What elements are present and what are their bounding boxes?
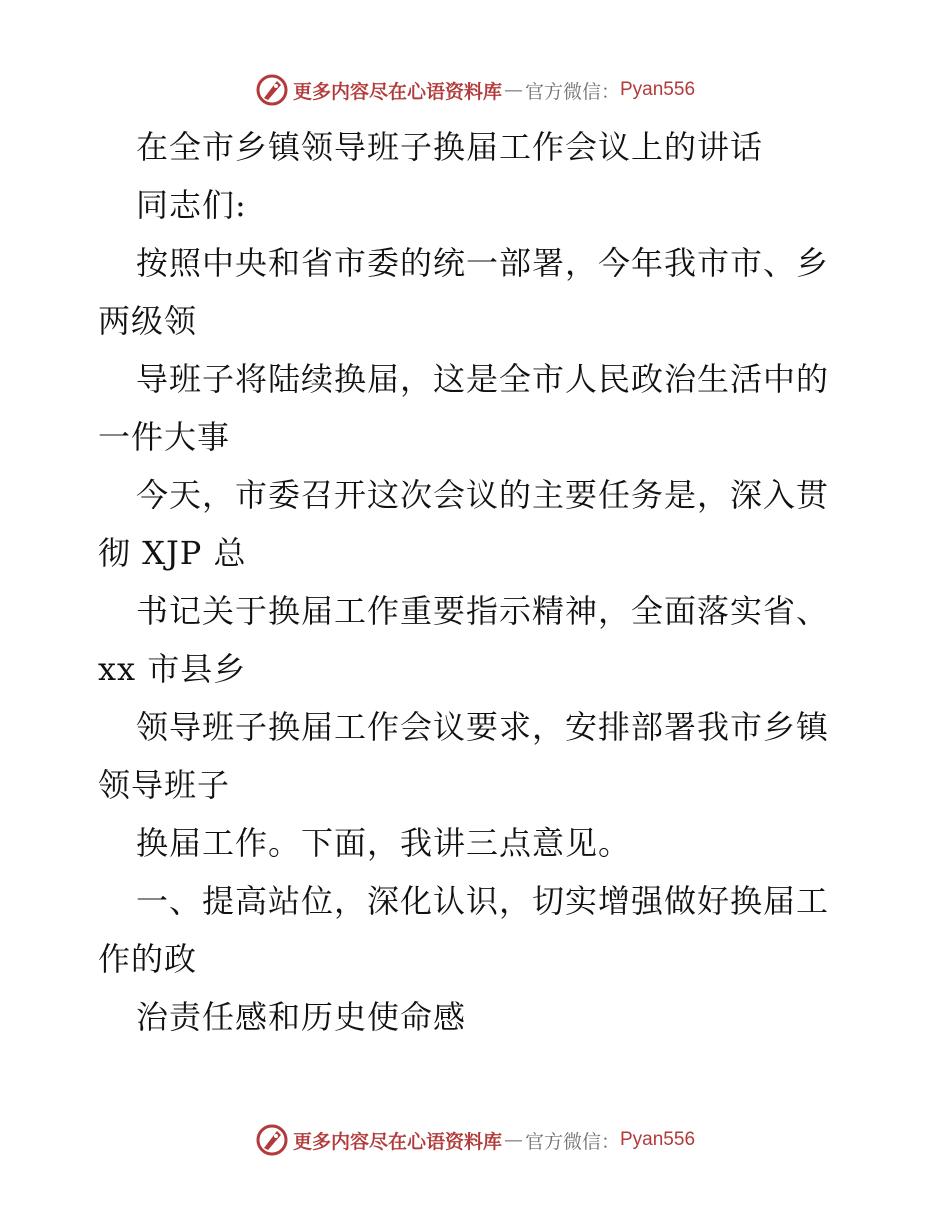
- banner-dash: —: [503, 79, 523, 101]
- footer-banner: [0, 1120, 950, 1160]
- banner-site-text: 更多内容尽在心语资料库: [292, 80, 502, 103]
- banner-wechat-id: Pyan556: [620, 79, 696, 100]
- doc-line: 彻 XJP 总: [98, 534, 247, 572]
- doc-line: 今天，市委召开这次会议的主要任务是，深入贯: [136, 476, 830, 514]
- doc-line: 换届工作。下面，我讲三点意见。: [136, 824, 632, 862]
- doc-line: 作的政: [98, 940, 198, 978]
- doc-line: 一、提高站位，深化认识，切实增强做好换届工: [136, 882, 830, 920]
- doc-line: 领导班子换届工作会议要求，安排部署我市乡镇: [136, 708, 830, 746]
- doc-line: xx 市县乡: [98, 650, 247, 688]
- doc-line: 在全市乡镇领导班子换届工作会议上的讲话: [136, 128, 764, 166]
- doc-line: 导班子将陆续换届，这是全市人民政治生活中的: [136, 360, 830, 398]
- doc-line: 治责任感和历史使命感: [136, 998, 467, 1036]
- doc-line: 一件大事: [98, 418, 231, 456]
- doc-line: 按照中央和省市委的统一部署，今年我市市、乡: [136, 244, 830, 282]
- pen-nib-logo-icon: [255, 73, 289, 107]
- doc-line: 领导班子: [98, 766, 231, 804]
- pen-nib-logo-icon: [255, 1123, 289, 1157]
- banner-dash: —: [503, 1129, 523, 1151]
- document-body: [98, 118, 858, 1046]
- doc-line: 同志们:: [136, 186, 247, 224]
- doc-line: 书记关于换届工作重要指示精神，全面落实省、: [136, 592, 830, 630]
- banner-wechat-id: Pyan556: [620, 1129, 696, 1150]
- banner-site-text: 更多内容尽在心语资料库: [292, 1130, 502, 1153]
- banner-wechat-label: 官方微信：: [524, 80, 620, 103]
- doc-line: 两级领: [98, 302, 198, 340]
- banner-wechat-label: 官方微信：: [524, 1130, 620, 1153]
- header-banner: [0, 70, 950, 110]
